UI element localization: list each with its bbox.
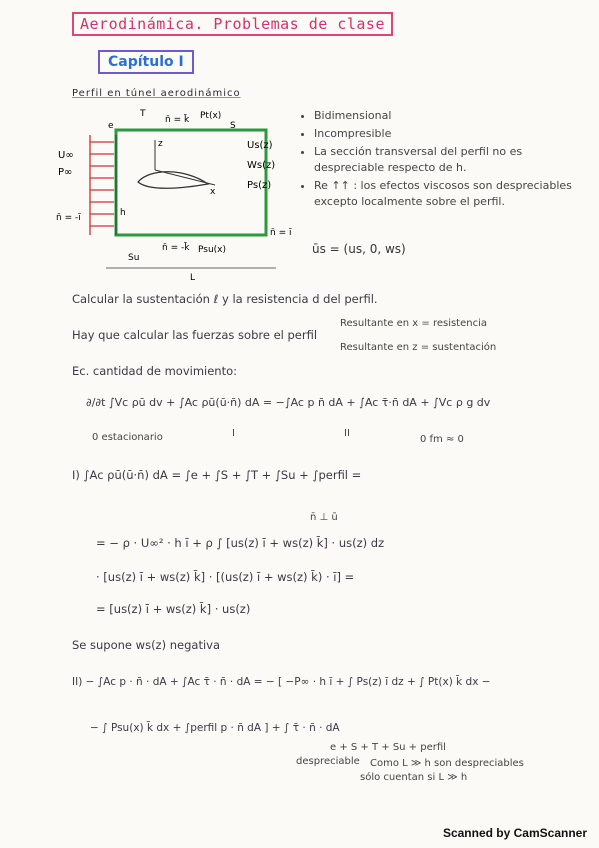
eq-II-line-1: II) − ∫Ac p · n̄ · dA + ∫Ac τ̄ · n̄ · dA = − [ −P∞ · h ī + ∫ Ps(z) ī dz + ∫ Pt(x) k̄ dx − (72, 676, 491, 688)
brace-resistencia: Resultante en x = resistencia (340, 318, 487, 329)
eq-II-note-2: despreciable (296, 756, 360, 767)
bullet-item: • La sección transversal del perfil no es despreciable respecto de h. (314, 144, 590, 176)
label-x: x (210, 187, 216, 197)
label-n-right: n̄ = ī (270, 228, 292, 238)
eq-I-line-4: = [us(z) ī + ws(z) k̄] · us(z) (96, 602, 251, 616)
eq-I-line-1: I) ∫Ac ρū(ū·n̄) dA = ∫e + ∫S + ∫T + ∫Su + ∫perfil = (72, 468, 362, 482)
label-uinf: U∞ (58, 150, 74, 161)
label-z: z (158, 139, 163, 149)
label-ws: Ws(z) (247, 160, 276, 171)
label-T: T (140, 109, 146, 119)
chapter-title: Capítulo I (98, 50, 194, 74)
label-L: L (190, 273, 196, 283)
eq-II-note-4: sólo cuentan si L ≫ h (360, 772, 468, 783)
eq-II-note-1: e + S + T + Su + perfil (330, 742, 446, 753)
eq-note-II: II (344, 428, 350, 439)
label-h: h (120, 208, 126, 218)
scanner-watermark: Scanned by CamScanner (442, 826, 587, 840)
bullet-item: • Bidimensional (314, 108, 590, 124)
brace-sustentacion: Resultante en z = sustentación (340, 342, 497, 353)
body-line-3: Ec. cantidad de movimiento: (72, 364, 238, 378)
wind-tunnel-diagram (50, 100, 300, 285)
inlet-arrows (90, 135, 114, 235)
label-S: S (230, 121, 236, 131)
eq-I-note: n̄ ⊥ ū (310, 512, 338, 523)
label-psu: Psu(x) (198, 245, 227, 255)
eq-note-fm: 0 fm ≈ 0 (420, 434, 464, 445)
label-pt: Pt(x) (200, 111, 222, 121)
label-us: Us(z) (247, 140, 273, 151)
eq-II-note-3: Como L ≫ h son despreciables (370, 758, 524, 769)
label-n-left: n̄ = -ī (56, 213, 81, 223)
eq-note-I: I (232, 428, 235, 439)
assumptions-list (300, 108, 590, 212)
label-e: e (108, 121, 114, 131)
section-subtitle: Perfil en túnel aerodinámico (72, 88, 241, 99)
eq-I-line-2: = − ρ · U∞² · h ī + ρ ∫ [us(z) ī + ws(z) k̄] · us(z) dz (96, 536, 385, 550)
momentum-equation: ∂/∂t ∫Vc ρū dv + ∫Ac ρū(ū·n̄) dA = −∫Ac p n̄ dA + ∫Ac τ̄·n̄ dA + ∫Vc ρ g dv (86, 396, 491, 409)
velocity-vector-def: ūs = (us, 0, ws) (312, 242, 406, 256)
page-title: Aerodinámica. Problemas de clase (72, 12, 393, 36)
label-n-bottom: n̄ = -k̄ (162, 243, 190, 253)
body-line-2: Hay que calcular las fuerzas sobre el perfil (72, 328, 318, 342)
body-line-1: Calcular la sustentación ℓ y la resistencia d del perfil. (72, 292, 378, 306)
label-ps: Ps(z) (247, 180, 272, 191)
eq-I-line-3: · [us(z) ī + ws(z) k̄] · [(us(z) ī + ws(z) k̄) · ī] = (96, 570, 355, 584)
label-su: Su (128, 253, 140, 263)
bullet-item: • Re ↑↑ : los efectos viscosos son despreciables excepto localmente sobre el perfil. (314, 178, 590, 210)
bullet-item: • Incompresible (314, 126, 590, 142)
eq-II-line-2: − ∫ Psu(x) k̄ dx + ∫perfil p · n̄ dA ] + ∫ τ̄ · n̄ · dA (90, 722, 340, 734)
body-line-4: Se supone ws(z) negativa (72, 638, 220, 652)
eq-note-stationary: 0 estacionario (92, 432, 163, 443)
label-pinf: P∞ (58, 167, 73, 178)
label-n-top: n̄ = k̄ (165, 115, 190, 125)
